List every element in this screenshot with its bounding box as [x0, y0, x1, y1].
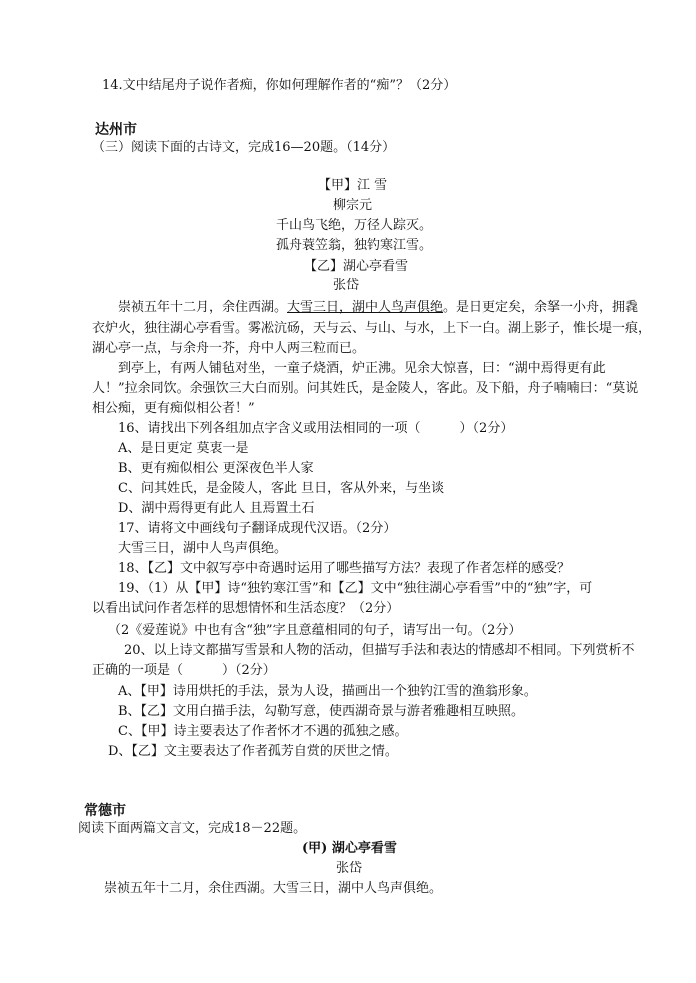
poem-title: 【甲】江 雪 — [318, 178, 388, 193]
q20-option-b: B、【乙】文用白描手法，勾勒写意，使西湖奇景与游者雅趣相互映照。 — [118, 704, 525, 719]
question-17: 17、请将文中画线句子翻译成现代汉语。（2分） — [118, 521, 397, 536]
question-20-line2: 正确的一项是（ ）（2分） — [92, 663, 276, 678]
poem-author: 柳宗元 — [333, 198, 373, 213]
section2-title: (甲) 湖心亭看雪 — [302, 841, 397, 856]
q20-option-d: D、【乙】文主要表达了作者孤芳自赏的厌世之情。 — [108, 744, 398, 759]
essay-author: 张岱 — [333, 278, 360, 293]
poem-line-1: 千山鸟飞绝，万径人踪灭。 — [276, 218, 433, 233]
question-18: 18、【乙】文中叙写亭中奇遇时运用了哪些描写方法？表现了作者怎样的感受？ — [118, 561, 571, 576]
section2-author: 张岱 — [336, 861, 363, 876]
poem-line-2: 孤舟蓑笠翁，独钓寒江雪。 — [276, 238, 433, 253]
question-19-line1: 19、（1）从【甲】诗“独钓寒江雪”和【乙】文中“独往湖心亭看雪”中的“独”字，可 — [118, 581, 593, 596]
essay-p2-line3: 相公痴，更有痴似相公者！” — [92, 401, 255, 416]
essay-p1-line1 — [118, 299, 638, 317]
essay-p1-text-a: 崇祯五年十二月，余住西湖。 — [118, 300, 288, 315]
question-16: 16、请找出下列各组加点字含义或用法相同的一项（ ）（2分） — [118, 421, 514, 436]
essay-p1-text-b: 。是日更定矣，余拏一小舟，拥毳 — [443, 300, 639, 315]
essay-title: 【乙】湖心亭看雪 — [304, 259, 409, 274]
city-changde: 常德市 — [84, 803, 126, 819]
essay-p1-line2: 衣炉火，独往湖心亭看雪。雾凇沆砀，天与云、与山、与水，上下一白。湖上影子，惟长堤一痕， — [92, 321, 652, 336]
q16-option-b: B、更有痴似相公 更深夜色半人家 — [118, 461, 314, 476]
q20-option-a: A、【甲】诗用烘托的手法，景为人设，描画出一个独钓江雪的渔翁形象。 — [118, 684, 537, 699]
q16-option-c: C、问其姓氏，是金陵人，客此 旦日，客从外来，与坐谈 — [118, 481, 445, 496]
section2-instruction: 阅读下面两篇文言文，完成18－22题。 — [78, 821, 307, 836]
section-instruction: （三）阅读下面的古诗文，完成16—20题。（14分） — [92, 140, 396, 155]
question-20-line1: 20、以上诗文都描写雪景和人物的活动，但描写手法和表达的情感却不相同。下列赏析不 — [124, 643, 635, 658]
question-19-part2: （2《爱莲说》中也有含“独”字且意蕴相同的句子，请写出一句。（2分） — [108, 623, 522, 638]
q20-option-c: C、【甲】诗主要表达了作者怀才不遇的孤独之感。 — [118, 724, 408, 739]
city-dazhou: 达州市 — [95, 122, 137, 138]
essay-p1-line3: 湖心亭一点，与余舟一芥，舟中人两三粒而已。 — [92, 341, 366, 356]
q16-option-a: A、是日更定 莫衷一是 — [118, 441, 249, 456]
q16-option-d: D、湖中焉得更有此人 且焉置土石 — [118, 501, 315, 516]
question-19-line2: 以看出试问作者怎样的思想情怀和生活态度？（2分） — [92, 601, 400, 616]
underlined-sentence: 大雪三日，湖中人鸟声俱绝 — [287, 300, 444, 315]
essay-p2-line1: 到亭上，有两人铺毡对坐，一童子烧酒，炉正沸。见余大惊喜，曰：“湖中焉得更有此 — [118, 361, 606, 376]
q17-sentence: 大雪三日，湖中人鸟声俱绝。 — [118, 541, 288, 556]
section2-p1: 崇祯五年十二月，余住西湖。大雪三日，湖中人鸟声俱绝。 — [104, 881, 443, 896]
question-14: 14.文中结尾舟子说作者痴，你如何理解作者的“痴”？（2分） — [102, 78, 457, 93]
essay-p2-line2: 人！”拉余同饮。余强饮三大白而别。问其姓氏，是金陵人，客此。及下船，舟子喃喃曰：“莫说 — [92, 381, 639, 396]
